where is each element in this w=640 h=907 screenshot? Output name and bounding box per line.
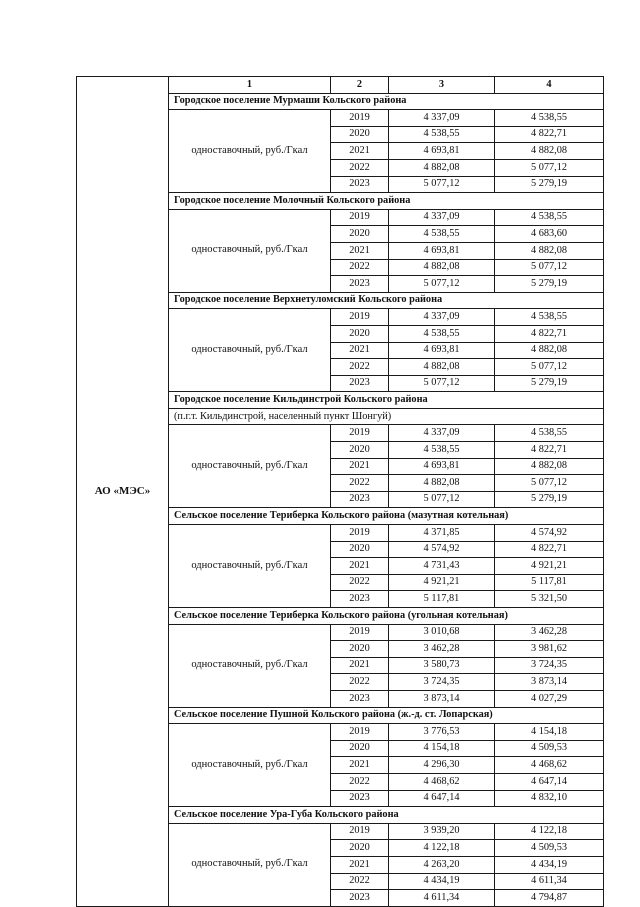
tariff-h1-cell: 4 882,08	[389, 159, 495, 176]
tariff-h2-cell: 4 832,10	[495, 790, 604, 807]
tariff-unit: одноставочный, руб./Гкал	[169, 624, 331, 707]
section-title: Городское поселение Кильдинстрой Кольского района	[169, 392, 604, 409]
tariff-table	[76, 76, 604, 907]
year-cell: 2023	[331, 491, 389, 508]
tariff-h1-cell: 4 882,08	[389, 259, 495, 276]
tariff-h1-cell: 3 939,20	[389, 823, 495, 840]
tariff-h1-cell: 4 468,62	[389, 773, 495, 790]
section-note: (п.г.т. Кильдинстрой, населенный пункт Шонгуй)	[169, 408, 604, 425]
year-cell: 2020	[331, 325, 389, 342]
tariff-h2-cell: 4 538,55	[495, 209, 604, 226]
tariff-unit: одноставочный, руб./Гкал	[169, 724, 331, 807]
tariff-h1-cell: 5 077,12	[389, 491, 495, 508]
tariff-unit: одноставочный, руб./Гкал	[169, 209, 331, 292]
tariff-h1-cell: 4 693,81	[389, 143, 495, 160]
tariff-h1-cell: 4 693,81	[389, 242, 495, 259]
year-cell: 2019	[331, 309, 389, 326]
tariff-h1-cell: 4 647,14	[389, 790, 495, 807]
tariff-h1-cell: 4 122,18	[389, 840, 495, 857]
year-cell: 2021	[331, 757, 389, 774]
tariff-h2-cell: 4 822,71	[495, 442, 604, 459]
tariff-h1-cell: 4 538,55	[389, 442, 495, 459]
year-cell: 2021	[331, 856, 389, 873]
section-title: Городское поселение Мурмаши Кольского района	[169, 93, 604, 110]
tariff-h1-cell: 4 538,55	[389, 126, 495, 143]
tariff-h1-cell: 4 337,09	[389, 209, 495, 226]
tariff-h2-cell: 3 873,14	[495, 674, 604, 691]
year-cell: 2023	[331, 375, 389, 392]
year-cell: 2020	[331, 840, 389, 857]
year-cell: 2021	[331, 143, 389, 160]
year-cell: 2022	[331, 873, 389, 890]
year-cell: 2023	[331, 176, 389, 193]
section-title: Сельское поселение Ура-Губа Кольского района	[169, 807, 604, 824]
tariff-h1-cell: 3 580,73	[389, 657, 495, 674]
tariff-h2-cell: 4 027,29	[495, 690, 604, 707]
year-cell: 2023	[331, 890, 389, 907]
tariff-h2-cell: 4 509,53	[495, 840, 604, 857]
tariff-h2-cell: 5 279,19	[495, 491, 604, 508]
tariff-h2-cell: 4 921,21	[495, 558, 604, 575]
section-title: Сельское поселение Териберка Кольского района (угольная котельная)	[169, 608, 604, 625]
section-title: Городское поселение Молочный Кольского района	[169, 193, 604, 210]
tariff-h2-cell: 4 538,55	[495, 110, 604, 127]
tariff-h2-cell: 4 538,55	[495, 309, 604, 326]
tariff-unit: одноставочный, руб./Гкал	[169, 425, 331, 508]
tariff-h2-cell: 4 794,87	[495, 890, 604, 907]
tariff-h1-cell: 3 724,35	[389, 674, 495, 691]
year-cell: 2020	[331, 442, 389, 459]
section-title: Городское поселение Верхнетуломский Кольского района	[169, 292, 604, 309]
tariff-h2-cell: 5 077,12	[495, 159, 604, 176]
year-cell: 2021	[331, 242, 389, 259]
tariff-h2-cell: 4 538,55	[495, 425, 604, 442]
tariff-h1-cell: 4 882,08	[389, 475, 495, 492]
tariff-h1-cell: 4 371,85	[389, 525, 495, 542]
tariff-h1-cell: 5 117,81	[389, 591, 495, 608]
year-cell: 2019	[331, 724, 389, 741]
tariff-h2-cell: 4 122,18	[495, 823, 604, 840]
tariff-h2-cell: 5 279,19	[495, 176, 604, 193]
tariff-h1-cell: 4 337,09	[389, 110, 495, 127]
year-cell: 2023	[331, 591, 389, 608]
tariff-h2-cell: 3 981,62	[495, 641, 604, 658]
year-cell: 2019	[331, 525, 389, 542]
tariff-unit: одноставочный, руб./Гкал	[169, 110, 331, 193]
tariff-h1-cell: 4 337,09	[389, 309, 495, 326]
year-cell: 2019	[331, 823, 389, 840]
tariff-h1-cell: 4 921,21	[389, 574, 495, 591]
tariff-h1-cell: 5 077,12	[389, 375, 495, 392]
tariff-table-body	[77, 77, 604, 907]
section-title: Сельское поселение Пушной Кольского района (ж.-д. ст. Лопарская)	[169, 707, 604, 724]
tariff-h2-cell: 4 882,08	[495, 342, 604, 359]
tariff-h1-cell: 4 263,20	[389, 856, 495, 873]
year-cell: 2022	[331, 159, 389, 176]
year-cell: 2020	[331, 541, 389, 558]
year-cell: 2023	[331, 690, 389, 707]
year-cell: 2020	[331, 740, 389, 757]
tariff-h2-cell: 4 822,71	[495, 325, 604, 342]
tariff-h2-cell: 4 882,08	[495, 458, 604, 475]
tariff-h1-cell: 3 462,28	[389, 641, 495, 658]
tariff-h1-cell: 4 434,19	[389, 873, 495, 890]
header-row	[77, 77, 604, 94]
tariff-h2-cell: 4 683,60	[495, 226, 604, 243]
header-col-1: 1	[169, 77, 331, 94]
year-cell: 2022	[331, 475, 389, 492]
year-cell: 2022	[331, 773, 389, 790]
header-col-4: 4	[495, 77, 604, 94]
tariff-h1-cell: 4 731,43	[389, 558, 495, 575]
year-cell: 2020	[331, 641, 389, 658]
year-cell: 2019	[331, 425, 389, 442]
year-cell: 2020	[331, 226, 389, 243]
year-cell: 2022	[331, 574, 389, 591]
tariff-h2-cell: 4 154,18	[495, 724, 604, 741]
tariff-h2-cell: 4 574,92	[495, 525, 604, 542]
year-cell: 2021	[331, 558, 389, 575]
tariff-h2-cell: 4 882,08	[495, 242, 604, 259]
tariff-h1-cell: 4 574,92	[389, 541, 495, 558]
tariff-h2-cell: 3 462,28	[495, 624, 604, 641]
tariff-h1-cell: 4 538,55	[389, 226, 495, 243]
section-title: Сельское поселение Териберка Кольского района (мазутная котельная)	[169, 508, 604, 525]
year-cell: 2022	[331, 259, 389, 276]
tariff-h2-cell: 4 434,19	[495, 856, 604, 873]
year-cell: 2023	[331, 790, 389, 807]
tariff-h2-cell: 5 077,12	[495, 259, 604, 276]
tariff-h1-cell: 4 154,18	[389, 740, 495, 757]
tariff-h1-cell: 5 077,12	[389, 276, 495, 293]
tariff-h2-cell: 4 611,34	[495, 873, 604, 890]
tariff-h1-cell: 3 776,53	[389, 724, 495, 741]
year-cell: 2019	[331, 110, 389, 127]
tariff-h2-cell: 4 882,08	[495, 143, 604, 160]
header-col-3: 3	[389, 77, 495, 94]
tariff-h1-cell: 4 538,55	[389, 325, 495, 342]
tariff-h1-cell: 4 693,81	[389, 342, 495, 359]
tariff-h2-cell: 3 724,35	[495, 657, 604, 674]
year-cell: 2019	[331, 624, 389, 641]
tariff-h1-cell: 3 873,14	[389, 690, 495, 707]
year-cell: 2022	[331, 359, 389, 376]
tariff-h2-cell: 5 117,81	[495, 574, 604, 591]
year-cell: 2021	[331, 458, 389, 475]
header-col-2: 2	[331, 77, 389, 94]
tariff-h2-cell: 5 077,12	[495, 475, 604, 492]
year-cell: 2022	[331, 674, 389, 691]
tariff-h2-cell: 4 822,71	[495, 126, 604, 143]
tariff-h1-cell: 4 882,08	[389, 359, 495, 376]
year-cell: 2023	[331, 276, 389, 293]
year-cell: 2019	[331, 209, 389, 226]
tariff-h1-cell: 4 296,30	[389, 757, 495, 774]
tariff-h2-cell: 5 279,19	[495, 276, 604, 293]
tariff-unit: одноставочный, руб./Гкал	[169, 525, 331, 608]
year-cell: 2021	[331, 657, 389, 674]
tariff-h1-cell: 4 693,81	[389, 458, 495, 475]
tariff-h2-cell: 4 647,14	[495, 773, 604, 790]
tariff-h1-cell: 5 077,12	[389, 176, 495, 193]
tariff-h2-cell: 4 822,71	[495, 541, 604, 558]
tariff-h2-cell: 4 468,62	[495, 757, 604, 774]
tariff-unit: одноставочный, руб./Гкал	[169, 823, 331, 906]
tariff-h1-cell: 3 010,68	[389, 624, 495, 641]
year-cell: 2020	[331, 126, 389, 143]
tariff-h1-cell: 4 611,34	[389, 890, 495, 907]
tariff-h2-cell: 4 509,53	[495, 740, 604, 757]
organization-cell: АО «МЭС»	[77, 77, 169, 907]
tariff-h2-cell: 5 279,19	[495, 375, 604, 392]
tariff-unit: одноставочный, руб./Гкал	[169, 309, 331, 392]
tariff-h2-cell: 5 321,50	[495, 591, 604, 608]
year-cell: 2021	[331, 342, 389, 359]
tariff-h2-cell: 5 077,12	[495, 359, 604, 376]
tariff-h1-cell: 4 337,09	[389, 425, 495, 442]
